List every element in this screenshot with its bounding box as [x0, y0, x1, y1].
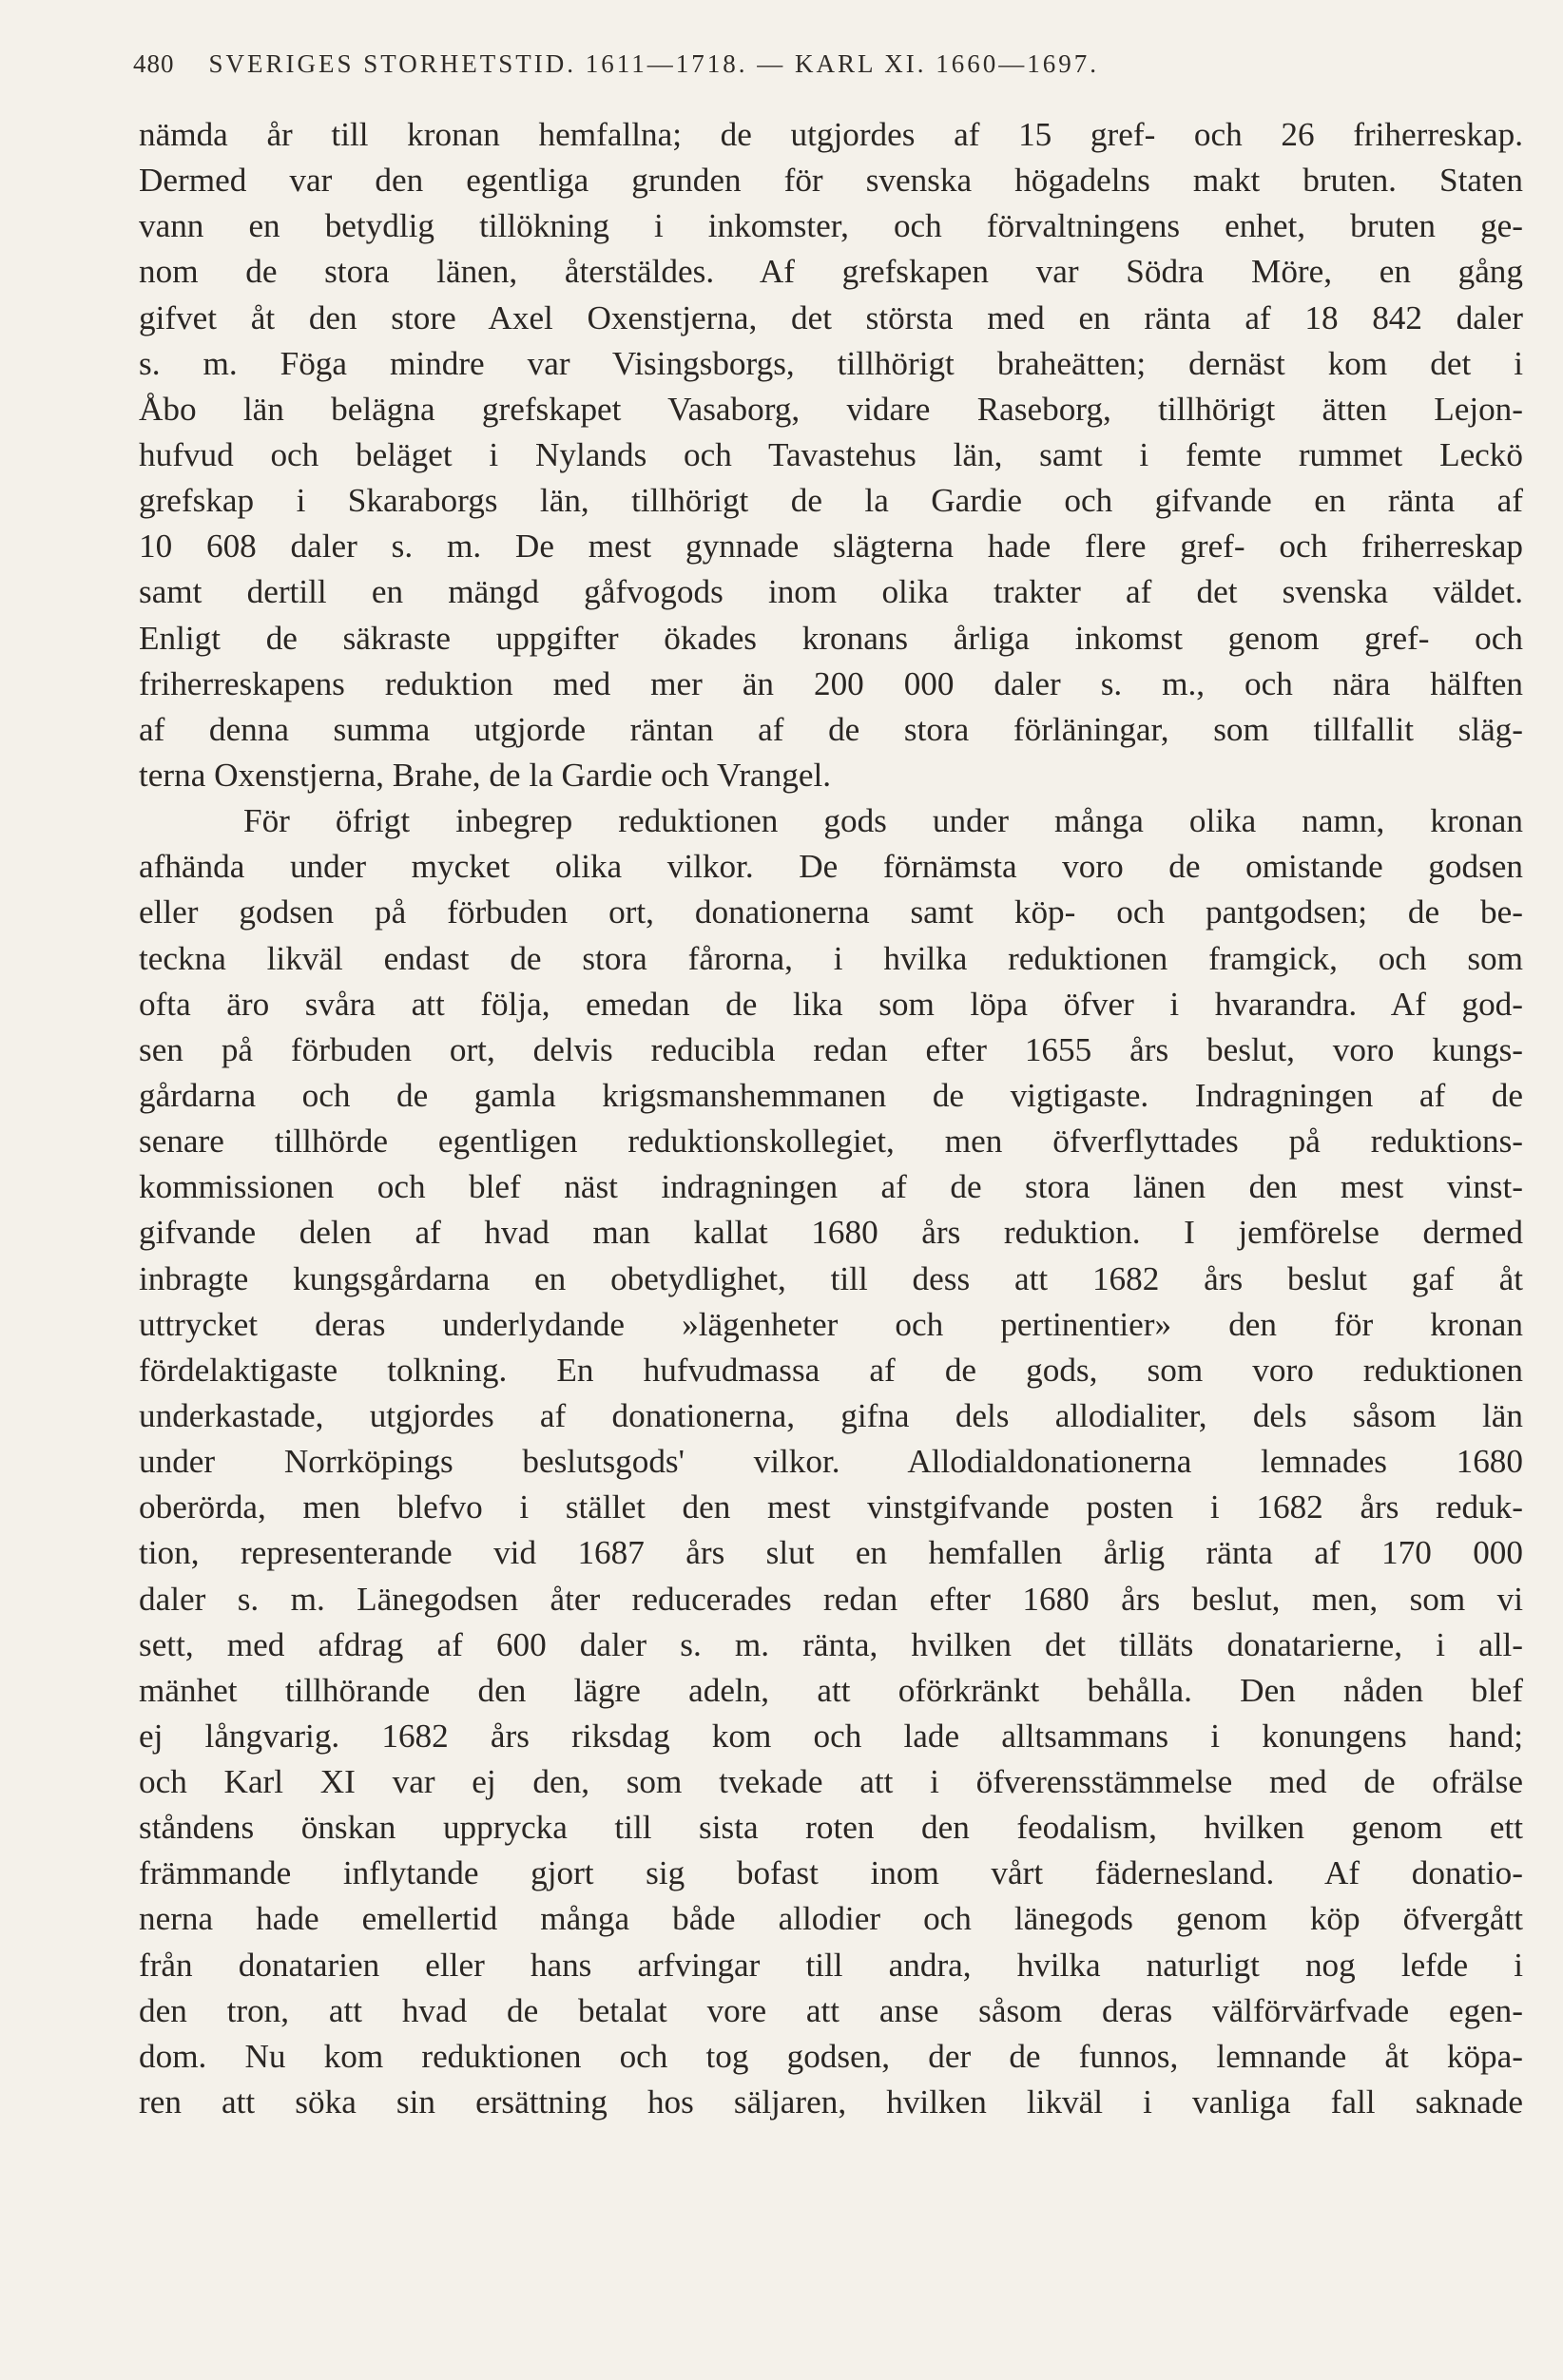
text-line: s. m. Föga mindre var Visingsborgs, tillhörigt braheätten; dernäst kom det i: [139, 344, 1523, 382]
text-line: Dermed var den egentliga grunden för svenska högadelns makt bruten. Staten: [139, 162, 1523, 200]
page-number: 480: [133, 49, 175, 78]
text-line: teckna likväl endast de stora fårorna, i hvilka reduktionen framgick, och som: [139, 939, 1523, 977]
text-line: mänhet tillhörande den lägre adeln, att oförkränkt behålla. Den nåden blef: [139, 1671, 1523, 1709]
text-line: nerna hade emellertid många både allodier och länegods genom köp öfvergått: [139, 1900, 1523, 1938]
text-line: nämda år till kronan hemfallna; de utgjordes af 15 gref- och 26 friherreskap.: [139, 116, 1523, 153]
text-line: under Norrköpings beslutsgods' vilkor. Allodialdonationerna lemnades 1680: [139, 1443, 1523, 1481]
running-title: SVERIGES STORHETSTID. 1611—1718. — KARL XI. 1660—1697.: [208, 49, 1100, 78]
text-line: Enligt de säkraste uppgifter ökades kronans årliga inkomst genom gref- och: [139, 619, 1523, 657]
text-line: dom. Nu kom reduktionen och tog godsen, der de funnos, lemnande åt köpa-: [139, 2037, 1523, 2075]
text-line: gifvet åt den store Axel Oxenstjerna, det största med en ränta af 18 842 daler: [139, 298, 1523, 336]
text-line: afhända under mycket olika vilkor. De förnämsta voro de omistande godsen: [139, 848, 1523, 886]
text-line: terna Oxenstjerna, Brahe, de la Gardie och Vrangel.: [139, 756, 832, 794]
text-line: underkastade, utgjordes af donationerna, gifna dels allodialiter, dels såsom län: [139, 1396, 1523, 1434]
text-line: gårdarna och de gamla krigsmanshemmanen de vigtigaste. Indragningen af de: [139, 1076, 1523, 1114]
text-line: hufvud och beläget i Nylands och Tavastehus län, samt i femte rummet Leckö: [139, 435, 1523, 473]
text-line: För öfrigt inbegrep reduktionen gods under många olika namn, kronan: [243, 802, 1523, 840]
text-line: sett, med afdrag af 600 daler s. m. ränta, hvilken det tilläts donatarierne, i all-: [139, 1625, 1523, 1663]
text-line: gifvande delen af hvad man kallat 1680 års reduktion. I jemförelse dermed: [139, 1214, 1523, 1252]
body-text: [139, 112, 1523, 2125]
text-line: ståndens önskan upprycka till sista roten den feodalism, hvilken genom ett: [139, 1809, 1523, 1847]
text-line: nom de stora länen, återstäldes. Af grefskapen var Södra Möre, en gång: [139, 253, 1523, 291]
text-line: den tron, att hvad de betalat vore att anse såsom deras välförvärfvade egen-: [139, 1991, 1523, 2029]
text-line: inbragte kungsgårdarna en obetydlighet, till dess att 1682 års beslut gaf åt: [139, 1259, 1523, 1297]
text-line: samt dertill en mängd gåfvogods inom olika trakter af det svenska väldet.: [139, 573, 1523, 611]
text-line: daler s. m. Länegodsen åter reducerades redan efter 1680 års beslut, men, som vi: [139, 1580, 1523, 1618]
text-line: ren att söka sin ersättning hos säljaren, hvilken likväl i vanliga fall saknade: [139, 2083, 1523, 2121]
text-line: fördelaktigaste tolkning. En hufvudmassa af de gods, som voro reduktionen: [139, 1351, 1523, 1389]
text-line: grefskap i Skaraborgs län, tillhörigt de la Gardie och gifvande en ränta af: [139, 482, 1523, 520]
text-line: ofta äro svåra att följa, emedan de lika som löpa öfver i hvarandra. Af god-: [139, 985, 1523, 1023]
text-line: Åbo län belägna grefskapet Vasaborg, vidare Raseborg, tillhörigt ätten Lejon-: [139, 390, 1523, 428]
text-line: sen på förbuden ort, delvis reducibla redan efter 1655 års beslut, voro kungs-: [139, 1030, 1523, 1068]
text-line: främmande inflytande gjort sig bofast inom vårt fädernesland. Af donatio-: [139, 1854, 1523, 1892]
running-header: [133, 49, 1531, 91]
text-line: kommissionen och blef näst indragningen af de stora länen den mest vinst-: [139, 1168, 1523, 1206]
text-line: vann en betydlig tillökning i inkomster, och förvaltningens enhet, bruten ge-: [139, 207, 1523, 245]
text-line: uttrycket deras underlydande »lägenheter och pertinentier» den för kronan: [139, 1305, 1523, 1343]
text-line: tion, representerande vid 1687 års slut en hemfallen årlig ränta af 170 000: [139, 1534, 1523, 1572]
text-line: friherreskapens reduktion med mer än 200 000 daler s. m., och nära hälften: [139, 664, 1523, 702]
text-line: från donatarien eller hans arfvingar till andra, hvilka naturligt nog lefde i: [139, 1946, 1523, 1984]
text-line: 10 608 daler s. m. De mest gynnade slägterna hade flere gref- och friherreskap: [139, 528, 1523, 566]
text-line: senare tillhörde egentligen reduktionskollegiet, men öfverflyttades på reduktions-: [139, 1123, 1523, 1161]
text-line: oberörda, men blefvo i stället den mest vinstgifvande posten i 1682 års reduk-: [139, 1488, 1523, 1526]
text-line: ej långvarig. 1682 års riksdag kom och lade alltsammans i konungens hand;: [139, 1717, 1523, 1755]
text-line: och Karl XI var ej den, som tvekade att i öfverensstämmelse med de ofrälse: [139, 1763, 1523, 1801]
text-line: af denna summa utgjorde räntan af de stora förläningar, som tillfallit släg-: [139, 710, 1523, 748]
text-line: eller godsen på förbuden ort, donationerna samt köp- och pantgodsen; de be-: [139, 893, 1523, 931]
